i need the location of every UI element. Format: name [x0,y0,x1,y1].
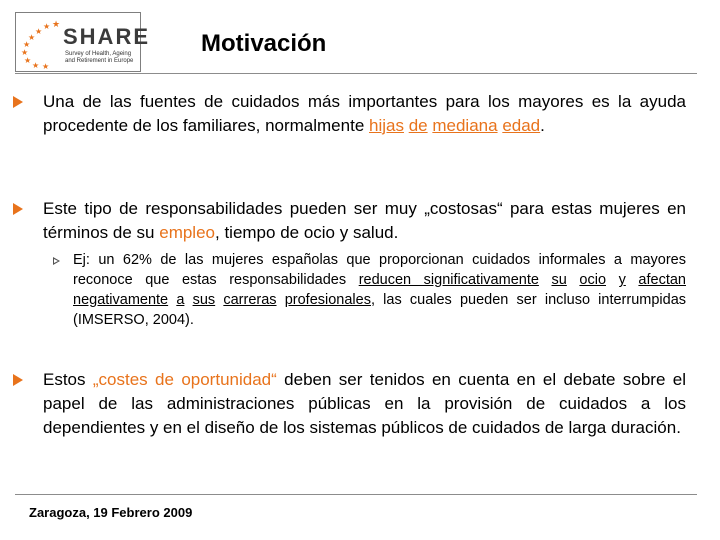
svg-text:★: ★ [24,56,32,65]
svg-text:★: ★ [21,48,29,57]
star-arc-icon [18,19,62,69]
header-rule [15,73,697,74]
sub-bullet-text: Ej: un 62% de las mujeres españolas que proporcionan cuidados informales a mayores reconoce que estas responsabilidades reducen significativamente su ocio y afectan negativamente a sus carreras profesionales, las cuales pueden ser incluso interrumpidas (IMSERSO, 2004). [73,252,687,328]
highlight-empleo: empleo [159,223,215,242]
bullet-1-text: Una de las fuentes de cuidados más importantes para los mayores es la ayuda procedente de los familiares, normalmente hijas de mediana edad. [43,92,686,135]
logo-subtitle-line-2: and Retirement in Europe [65,58,134,64]
bullet-3-icon [13,374,23,386]
svg-text:★: ★ [28,33,36,42]
svg-text:★: ★ [35,27,43,36]
footer-text: Zaragoza, 19 Febrero 2009 [29,505,193,520]
share-logo [15,12,151,72]
footer-rule [15,494,697,495]
svg-text:★: ★ [42,62,50,69]
bullet-3-text: Estos „costes de oportunidad“ deben ser tenidos en cuenta en el debate sobre el papel de las administraciones públicas en la provisión de cuidados a los dependientes y en el diseño de los sistemas públicos de cuidados de larga duración. [43,370,686,437]
bullet-2-text: Este tipo de responsabilidades pueden ser muy „costosas“ para estas mujeres en términos de su empleo, tiempo de ocio y salud. [43,199,686,242]
slide-title: Motivación [201,30,327,57]
logo-subtitle-line-1: Survey of Health, Ageing [65,51,132,57]
logo-subtitle [65,51,133,65]
bullet-1-icon [13,96,23,108]
svg-text:★: ★ [23,40,31,49]
svg-text:★: ★ [52,19,61,29]
logo-wordmark: SHARE [63,24,151,49]
sub-bullet-icon [53,257,60,265]
highlight-costes: „costes de oportunidad“ [92,370,277,389]
svg-text:★: ★ [43,22,51,31]
svg-text:★: ★ [32,61,40,69]
bullet-2-icon [13,203,23,215]
